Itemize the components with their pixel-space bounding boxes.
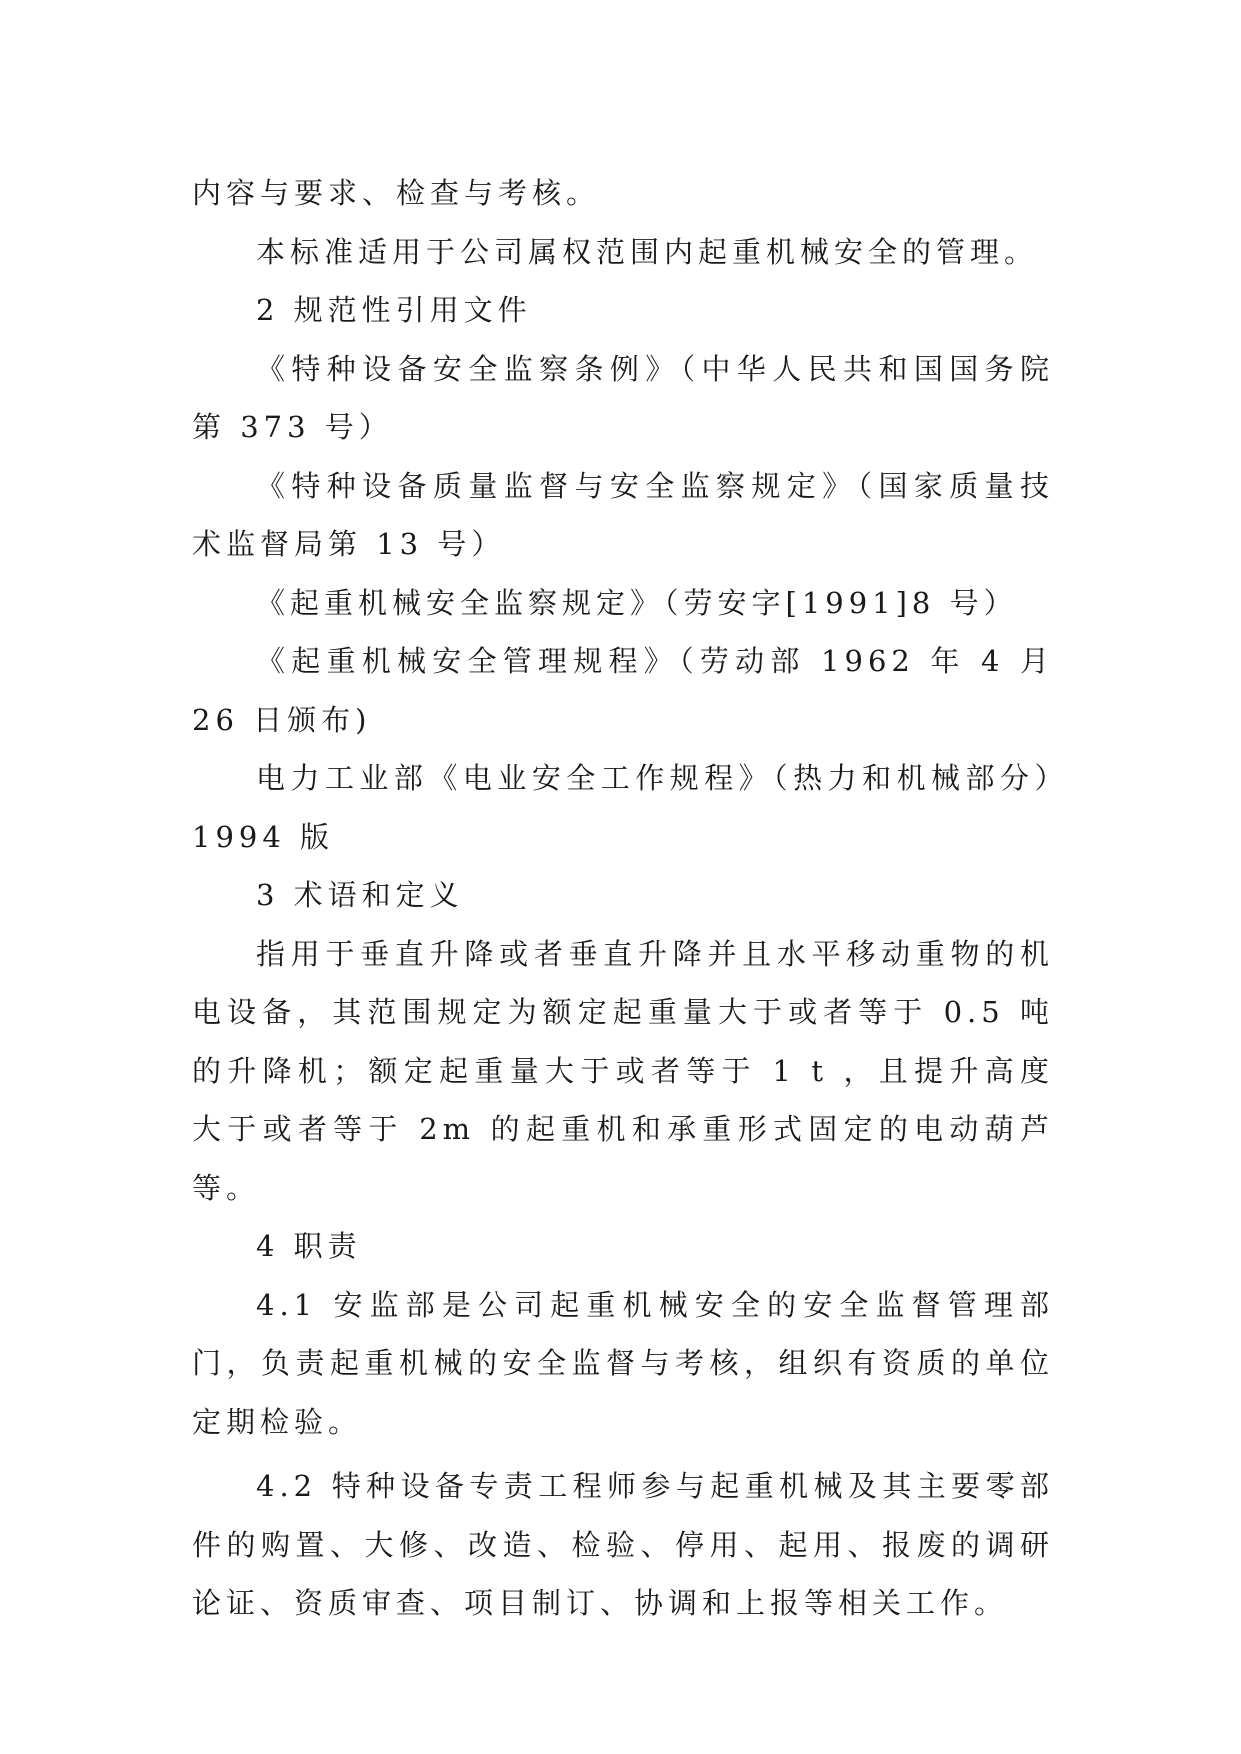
paragraph-definition: 指用于垂直升降或者垂直升降并且水平移动重物的机电设备，其范围规定为额定起重量大于或者等于 0.5 吨的升降机；额定起重量大于或者等于 1 t ，且提升高度大于或者等于 2m 的起重机和承重形式固定的电动葫芦等。 bbox=[192, 936, 1054, 1205]
reference-item-electric-safety-code: 电力工业部《电业安全工作规程》（热力和机械部分）1994 版 bbox=[192, 761, 1054, 854]
section-heading-normative-references: 2 规范性引用文件 bbox=[256, 293, 532, 327]
paragraph-responsibility-4-2: 4.2 特种设备专责工程师参与起重机械及其主要零部件的购置、大修、改造、检验、停用、起用、报废的调研论证、资质审查、项目制订、协调和上报等相关工作。 bbox=[192, 1469, 1054, 1620]
section-heading-responsibilities: 4 职责 bbox=[256, 1229, 362, 1263]
reference-item-special-equipment-regulations: 《特种设备安全监察条例》（中华人民共和国国务院第 373 号） bbox=[192, 351, 1054, 444]
document-page bbox=[192, 164, 1054, 1633]
paragraph-applicability: 本标准适用于公司属权范围内起重机械安全的管理。 bbox=[256, 234, 1039, 269]
reference-item-quality-supervision-rules: 《特种设备质量监督与安全监察规定》（国家质量技术监督局第 13 号） bbox=[192, 468, 1054, 561]
paragraph-responsibility-4-1: 4.1 安监部是公司起重机械安全的安全监督管理部门，负责起重机械的安全监督与考核，组织有资质的单位定期检验。 bbox=[192, 1287, 1054, 1439]
reference-item-crane-management-code: 《起重机械安全管理规程》（劳动部 1962 年 4 月 26 日颁布) bbox=[192, 644, 1054, 737]
reference-item-crane-supervision-rules: 《起重机械安全监察规定》（劳安字[1991]8 号） bbox=[256, 585, 1018, 620]
section-heading-terms-definitions: 3 术语和定义 bbox=[256, 878, 464, 912]
paragraph-scope-contents: 内容与要求、检查与考核。 bbox=[192, 176, 601, 210]
